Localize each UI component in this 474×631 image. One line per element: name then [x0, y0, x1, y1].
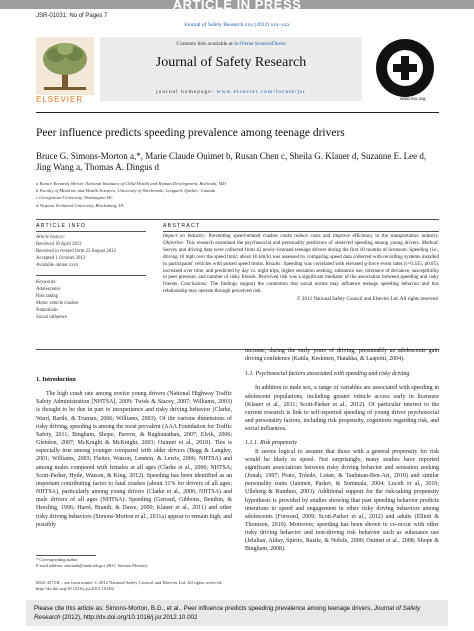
citation-box	[26, 600, 448, 626]
affiliations	[36, 180, 446, 209]
info-heading-rule	[36, 231, 146, 232]
journal-title: Journal of Safety Research	[155, 55, 307, 70]
keywords-label: Keywords:	[36, 280, 57, 285]
contents-prefix: Contents lists available at	[176, 41, 235, 47]
footnote-rule	[36, 555, 96, 556]
intro-paragraph-continued: increase, during the early years of driving, presumably as adolescents gain driving confidence (Katila, Keskinen, Hatakka, & Laapotti, 2004).	[245, 348, 439, 363]
results-label: Results:	[265, 260, 283, 267]
author-email[interactable]: E-mail address: mortonb@mail.nih.gov (B.G. Simons-Morton).	[36, 563, 148, 569]
keywords-divider	[36, 275, 146, 276]
abstract-impact: Preventing speed-related crashes could reduce costs and improve efficiency in the transportation industry.	[206, 233, 439, 239]
method-label: Method:	[421, 239, 439, 246]
journal-issue-line[interactable]: Journal of Safety Research xxx (2012) xxx–xxx	[184, 22, 290, 28]
history-label: Article history:	[36, 235, 66, 240]
masthead-center-panel	[100, 37, 362, 101]
issn-block	[36, 580, 296, 593]
history-revised: Received in revised form 23 August 2012	[36, 249, 116, 254]
affiliation-a: a Eunice Kennedy Shriver National Institutes of Child Health and Human Development, Bethesda, MD	[36, 181, 226, 186]
section-heading-introduction: 1. Introduction	[36, 376, 76, 383]
history-online: Available online xxxx	[36, 263, 79, 268]
authors-line-1: Bruce G. Simons-Morton a,*, Marie Claude Ouimet b, Rusan Chen c, Sheila G. Klauer d, Suzanne E. Lee d,	[36, 151, 427, 161]
citation-doi[interactable]: (2012), http://dx.doi.org/10.1016/j.jsr.2012.10.002	[60, 614, 198, 621]
affiliation-b: b Faculty of Medicine and Health Sciences, University of Sherbrooke, Longueil, Quebec, Canada	[36, 188, 216, 194]
journal-homepage	[100, 89, 362, 95]
abstract-objective: This research examined the psychosocial and personality predictors of observed speeding among young drivers.	[184, 239, 422, 246]
keyword-item: Risk taking	[36, 294, 58, 299]
affiliation-d: d Virginia Technical University, Blacksburg, VA	[36, 202, 124, 208]
abstract-method: Survey and driving data were collected from 42 newly-licensed teenage drivers during the first 18 months of licensure. Speeding (i.e., driving 10 mph over the speed limit; about 16 km/h) was assessed by comparing speed data collected with recording systems installed in participants' vehicles with posted speed limits.	[163, 246, 439, 267]
abstract-heading: ABSTRACT	[163, 223, 201, 229]
elsevier-tree-logo	[36, 37, 94, 95]
sciencedirect-link[interactable]: SciVerse ScienceDirect	[234, 41, 286, 47]
footnote	[36, 557, 236, 570]
contents-line	[100, 41, 362, 47]
national-safety-council-logo	[372, 37, 438, 103]
article-info-heading: ARTICLE INFO	[36, 223, 87, 229]
body-right-column	[245, 347, 439, 554]
conclusions-label: Conclusions:	[180, 281, 208, 288]
psychosocial-paragraph: In addition to male sex, a range of variables are associated with speeding in adolescent populations, including greater vehicle access early in licensure (Klauer et al., 2011; Scott-Parker et al., 2012). Of particular interest to the current research is link to self-reported speeding of young driver psychosocial and personality factors, including risk propensity, cognitions regarding risk, and social influences.	[245, 385, 439, 433]
body-left-column	[36, 376, 232, 529]
keyword-item: Adolescence	[36, 287, 61, 292]
authors-line-2: Jing Wang a, Thomas A. Dingus d	[36, 162, 159, 172]
keyword-item: Social influence	[36, 315, 68, 320]
risk-propensity-paragraph: It seems logical to assume that those with a general propensity for risk would be likely to speed. Not surprisingly, many studies have reported significant associations between risky driving behavior and sensation seeking (Jonah, 1997; Prato, Toledo, Lotan, & Taubman-Ben-Ari, 2010) and similar personality traits (Jainnen, Parker, & Summala, 2004; Lucidi et al., 2010; Ulleberg & Rundmo, 2003). Additional support for the risk-taking propensity hypothesis is provided by studies showing that past speeding behavior predicts intentions to speed and engagement in other risky driving behaviors among adolescents (Forward, 2009; Scott-Parker et al., 2012) and adults (Elliott & Thomson, 2010). Moreover, speeding has been shown to co-occur with other risky driving behavior and non-driving risk behavior such as substance use (Jelalian, Alday, Spirito, Rasile, & Nobile, 2000; Ouimet et al., 2008; Shope & Bingham, 2008).	[245, 448, 439, 553]
issn-line: 0022-4375/$ – see front matter © 2012 National Safety Council and Elsevier Ltd. All rights reserved.	[36, 580, 223, 585]
history-accepted: Accepted 1 October 2012	[36, 256, 86, 261]
journal-id: JSR-01031; No of Pages 7	[36, 13, 108, 19]
objective-label: Objective:	[163, 239, 185, 246]
abstract-results: Speeding was correlated with elevated g-force event rates (r=0.335, p0.05), increased over time, and predicted by day vs. night trips, higher sensation seeking, substance use, tolerance of deviance, susceptibility to peer pressure, and number of risky friends. Perceived risk was a significant mediator of the association between speeding and risky friends.	[163, 260, 439, 288]
article-history	[36, 234, 146, 269]
journal-masthead	[36, 37, 439, 108]
abstract-heading-rule	[163, 231, 439, 232]
impact-label: Impact on Industry:	[163, 233, 206, 239]
author-list	[36, 151, 446, 173]
subsection-heading: 1.1. Psychosocial factors associated with speeding and risky driving	[245, 371, 410, 378]
history-received: Received 10 April 2012	[36, 242, 82, 247]
affiliation-c: c Georgetown University, Washington DC	[36, 195, 114, 201]
doi-link[interactable]: http://dx.doi.org/10.1016/j.jsr.2012.10.002	[36, 586, 115, 592]
abstract-copyright: © 2012 National Safety Council and Elsevier Ltd. All rights reserved.	[296, 296, 439, 303]
subsubsection-heading: 1.1.1. Risk propensity	[245, 440, 297, 447]
abstract-conclusions: The findings support the contention that social norms may influence teenage speeding behavior and this relationship may operate through perceived risk.	[163, 281, 439, 295]
abstract-text	[163, 233, 439, 303]
masthead-divider	[36, 112, 439, 113]
homepage-link[interactable]: www.elsevier.com/locate/jsr	[216, 89, 306, 95]
corresponding-author-note: * Corresponding author.	[36, 557, 79, 562]
citation-prefix: Please cite this article as: Simons-Morton, B.G., et al., Peer influence predicts speeding prevalence among teenage drivers,	[34, 605, 374, 612]
article-title: Peer influence predicts speeding prevalence among teenage drivers	[36, 127, 345, 139]
keyword-item: Motor vehicle crashes	[36, 301, 79, 306]
nsc-url[interactable]: www.nsc.org	[400, 96, 426, 101]
info-top-divider	[36, 219, 439, 220]
intro-paragraph: The high crash rate among novice young drivers (National Highway Traffic Safety Administration [NHTSA], 2009; Twisk & Stacey, 2007; Williams, 2003) is thought to be due in part to inexperience and risky driving behavior (Clarke, Ward, Bartle, & Truman, 2006; Williams, 2003). Of the various dimensions of risky driving, speeding is among the most prevalent (AAA Foundation for Traffic Safety, 2011; Bingham, Shope, Parrow, & Raghunathan, 2007; Elvik, 2006; Glendon, 2007; McKnight & McKnight, 2003; Ouimet et al., 2010). This is especially true among younger compared with older drivers (Begg & Langley, 2001; Williams, 2003; Fleiter, Watson, Lennon, & Lewis, 2006; NHTSA) and among males compared with females at all ages (Clarke et al., 2006; NHTSA; Scott-Parker, Hyde, Watson, & King, 2012). Speeding has been identified as an important contributing factor to fatal crashes (about 31% for drivers of all ages; NHTSA), particularly among young drivers (Clarke et al., 2006; NHTSA) and male drivers of all ages (NHTSA). Speeding (Gerrard, Gibbons, Benthin, & Hessling, 1996; Harré, Brandt, & Dawe, 2000; Klauer et al., 2011) and other risky driving behaviors (Simons-Morton et al., 2011a) appear to remain high, and possibly	[36, 391, 232, 528]
keyword-item: Naturalistic	[36, 308, 59, 313]
elsevier-wordmark: ELSEVIER	[36, 95, 84, 104]
banner-text: ARTICLE IN PRESS	[172, 0, 302, 12]
citation-journal: Journal of Safety Research	[34, 605, 421, 621]
keywords	[36, 279, 146, 321]
homepage-label: journal homepage:	[156, 89, 217, 95]
article-in-press-banner	[0, 0, 474, 12]
citation-text	[34, 604, 440, 622]
